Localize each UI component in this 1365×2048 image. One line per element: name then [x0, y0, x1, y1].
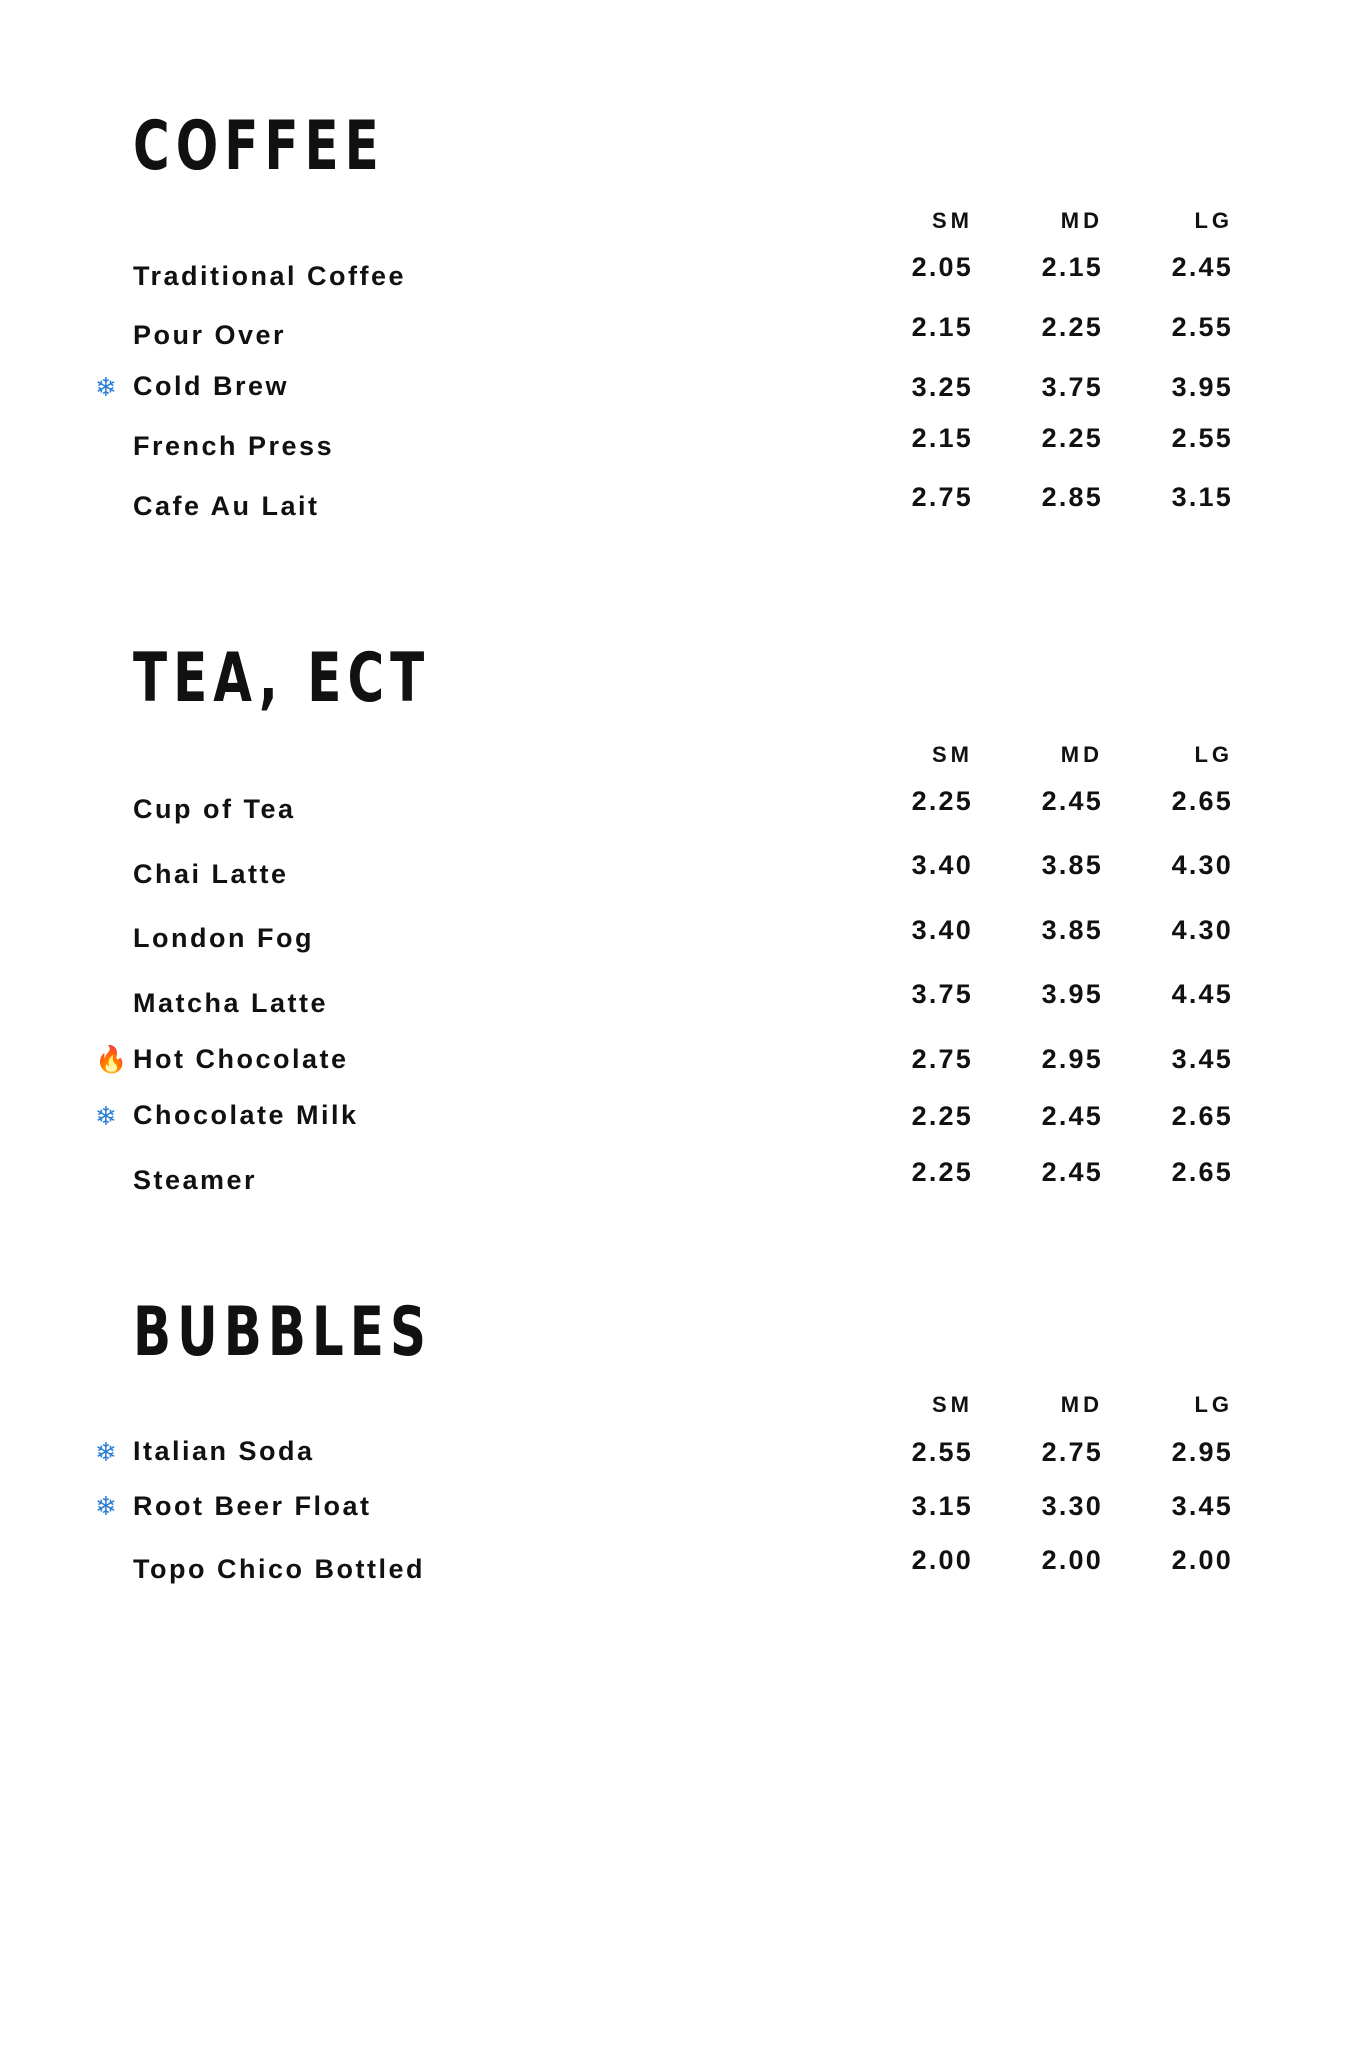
- menu-item-row: [95, 1100, 1233, 1132]
- size-header-sm: SM: [932, 208, 973, 233]
- section-title-tea: TEA, ECT: [133, 638, 431, 717]
- menu-item-label: Root Beer Float: [133, 1490, 372, 1521]
- menu-item-name-cell: [95, 371, 843, 402]
- price-sm: 2.25: [911, 785, 973, 816]
- menu-item-row: [133, 786, 1233, 826]
- menu-item-row: [133, 252, 1233, 292]
- price-lg: 4.30: [1171, 914, 1233, 945]
- price-sm: 2.55: [911, 1436, 973, 1467]
- menu-item-row: [133, 979, 1233, 1019]
- price-table-bubbles: [95, 1392, 1233, 1585]
- size-header-row: [133, 208, 1233, 234]
- menu-item-row: [95, 371, 1233, 403]
- menu-item-name-cell: [133, 1554, 843, 1585]
- size-header-row: [133, 1392, 1233, 1418]
- menu-item-label: Chai Latte: [133, 858, 289, 889]
- price-lg: 3.45: [1171, 1491, 1233, 1521]
- price-sm: 3.40: [911, 914, 973, 945]
- price-lg: 3.95: [1171, 371, 1233, 402]
- price-table-tea: [95, 741, 1233, 1197]
- price-sm: 2.00: [911, 1545, 973, 1575]
- price-md: 3.30: [1041, 1491, 1103, 1521]
- menu-item-name-cell: [133, 988, 843, 1019]
- price-md: 2.00: [1041, 1545, 1103, 1575]
- menu-item-name-cell: [95, 1043, 843, 1075]
- section-title-coffee: COFFEE: [133, 107, 385, 186]
- price-md: 2.45: [1041, 1156, 1103, 1187]
- price-md: 3.95: [1041, 979, 1103, 1009]
- price-md: 2.45: [1041, 785, 1103, 816]
- price-table-coffee: [95, 208, 1233, 522]
- snowflake-icon: ❄: [95, 1100, 117, 1131]
- price-md: 3.85: [1041, 850, 1103, 880]
- size-header-sm: SM: [932, 741, 973, 767]
- menu-item-name-cell: [133, 261, 843, 292]
- menu-item-name-cell: [133, 923, 843, 954]
- price-sm: 3.40: [911, 850, 973, 880]
- menu-item-label: Italian Soda: [133, 1436, 315, 1466]
- price-sm: 2.15: [911, 422, 973, 453]
- size-header-lg: LG: [1194, 741, 1233, 767]
- menu-item-label: Traditional Coffee: [133, 260, 407, 291]
- menu-item-row: [133, 482, 1233, 522]
- size-header-lg: LG: [1194, 1392, 1233, 1417]
- price-lg: 2.55: [1171, 422, 1233, 453]
- menu-item-label: French Press: [133, 431, 335, 461]
- snowflake-icon: ❄: [95, 371, 117, 402]
- price-lg: 3.45: [1171, 1044, 1233, 1074]
- price-lg: 4.30: [1171, 850, 1233, 880]
- menu-item-label: Topo Chico Bottled: [133, 1553, 425, 1584]
- menu-item-row: [133, 1157, 1233, 1197]
- price-sm: 2.05: [911, 252, 973, 282]
- price-sm: 2.75: [911, 1044, 973, 1074]
- size-header-row: [133, 742, 1233, 768]
- price-lg: 4.45: [1171, 979, 1233, 1009]
- menu-item-name-cell: [133, 1165, 843, 1196]
- price-sm: 2.25: [911, 1100, 973, 1131]
- price-md: 2.85: [1041, 482, 1103, 512]
- menu-item-label: Hot Chocolate: [133, 1043, 349, 1074]
- menu-item-row: [95, 1490, 1233, 1523]
- price-lg: 2.65: [1171, 785, 1233, 816]
- price-sm: 3.75: [911, 979, 973, 1009]
- menu-item-name-cell: [133, 431, 843, 462]
- price-lg: 3.15: [1171, 482, 1233, 512]
- snowflake-icon: ❄: [95, 1436, 117, 1467]
- menu-item-row: [133, 850, 1233, 890]
- menu-item-label: Chocolate Milk: [133, 1100, 359, 1130]
- menu-item-name-cell: [95, 1100, 843, 1131]
- menu-item-label: Cold Brew: [133, 371, 290, 401]
- menu-item-name-cell: [133, 320, 843, 351]
- price-sm: 3.15: [911, 1491, 973, 1521]
- price-md: 2.75: [1041, 1436, 1103, 1467]
- size-header-md: MD: [1060, 1392, 1103, 1417]
- price-lg: 2.55: [1171, 311, 1233, 342]
- menu-section-coffee: [0, 0, 1365, 522]
- price-md: 2.25: [1041, 311, 1103, 342]
- menu-item-name-cell: [95, 1490, 843, 1522]
- size-header-lg: LG: [1194, 208, 1233, 233]
- menu-item-row: [133, 915, 1233, 955]
- price-lg: 2.00: [1171, 1545, 1233, 1575]
- menu-item-label: Cafe Au Lait: [133, 490, 320, 521]
- menu-item-row: [133, 312, 1233, 352]
- size-header-sm: SM: [932, 1392, 973, 1417]
- price-lg: 2.65: [1171, 1156, 1233, 1187]
- menu-item-name-cell: [133, 859, 843, 890]
- price-sm: 2.15: [911, 311, 973, 342]
- price-md: 2.95: [1041, 1044, 1103, 1074]
- menu-item-label: Cup of Tea: [133, 794, 296, 824]
- menu-item-name-cell: [133, 491, 843, 522]
- price-lg: 2.95: [1171, 1436, 1233, 1467]
- price-md: 2.25: [1041, 422, 1103, 453]
- menu-item-row: [95, 1043, 1233, 1076]
- menu-item-label: Steamer: [133, 1165, 258, 1195]
- menu-section-tea: [0, 542, 1365, 1197]
- price-md: 3.85: [1041, 914, 1103, 945]
- price-sm: 2.25: [911, 1156, 973, 1187]
- price-md: 3.75: [1041, 371, 1103, 402]
- price-lg: 2.45: [1171, 252, 1233, 282]
- size-header-md: MD: [1060, 741, 1103, 767]
- menu-section-bubbles: [0, 1221, 1365, 1585]
- snowflake-icon: ❄: [95, 1491, 117, 1521]
- menu-item-name-cell: [95, 1436, 843, 1467]
- section-title-bubbles: BUBBLES: [133, 1293, 432, 1372]
- menu-item-name-cell: [133, 794, 843, 825]
- flame-icon: 🔥: [95, 1044, 128, 1074]
- menu-item-row: [133, 1545, 1233, 1585]
- menu-item-label: Pour Over: [133, 320, 287, 350]
- menu-item-row: [95, 1436, 1233, 1468]
- price-sm: 2.75: [911, 482, 973, 512]
- menu-item-label: London Fog: [133, 923, 314, 953]
- price-md: 2.45: [1041, 1100, 1103, 1131]
- price-sm: 3.25: [911, 371, 973, 402]
- menu-item-label: Matcha Latte: [133, 987, 329, 1018]
- price-lg: 2.65: [1171, 1100, 1233, 1131]
- price-md: 2.15: [1041, 252, 1103, 282]
- size-header-md: MD: [1060, 208, 1103, 233]
- menu-item-row: [133, 423, 1233, 463]
